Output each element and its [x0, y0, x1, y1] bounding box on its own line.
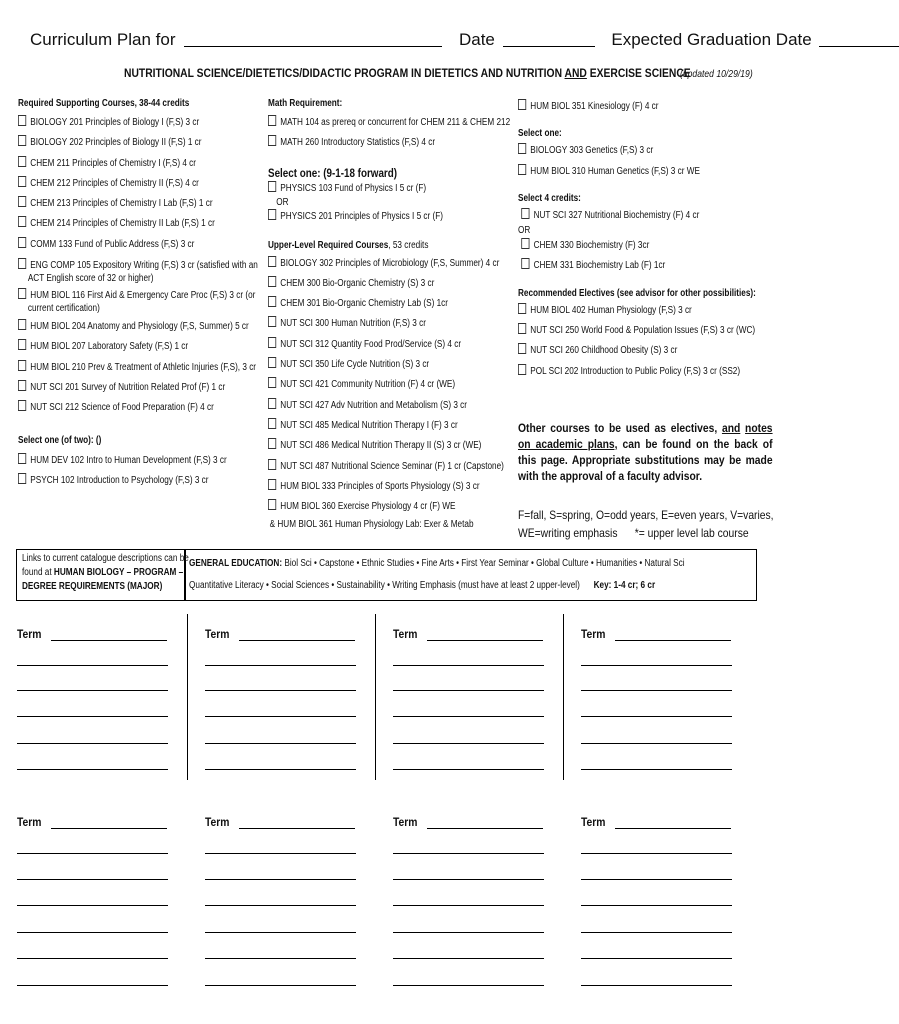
term-label: Term — [393, 627, 418, 641]
checkbox-icon[interactable] — [18, 237, 26, 248]
checkbox-icon[interactable] — [268, 398, 276, 409]
course-entry-line[interactable] — [393, 932, 544, 933]
course-item[interactable]: NUT SCI 427 Adv Nutrition and Metabolism (S) 3 cr — [268, 396, 506, 416]
checkbox-icon[interactable] — [18, 380, 26, 391]
course-entry-line[interactable] — [581, 716, 732, 717]
checkbox-icon[interactable] — [18, 288, 26, 299]
course-entry-line[interactable] — [17, 743, 168, 744]
program-title: NUTRITIONAL SCIENCE/DIETETICS/DIDACTIC PROGRAM IN DIETETICS AND NUTRITION AND EXERCISE SCIENCE — [124, 66, 691, 80]
right-column — [518, 97, 764, 382]
course-item[interactable]: HUM BIOL 210 Prev & Treatment of Athletic Injuries (F,S), 3 cr — [18, 358, 264, 378]
course-entry-line[interactable] — [393, 853, 544, 854]
course-entry-line[interactable] — [17, 853, 168, 854]
left-column — [18, 95, 264, 491]
term-label-underline — [239, 640, 355, 641]
course-entry-line[interactable] — [205, 853, 356, 854]
course-entry-line[interactable] — [17, 932, 168, 933]
term-label-underline — [51, 640, 167, 641]
or-label: OR — [276, 196, 289, 208]
course-item[interactable]: PHYSICS 201 Principles of Physics I 5 cr (F) — [268, 209, 506, 224]
checkbox-icon[interactable] — [18, 156, 26, 167]
term-label-underline — [615, 640, 731, 641]
checkbox-icon[interactable] — [18, 196, 26, 207]
checkbox-icon[interactable] — [18, 216, 26, 227]
course-entry-line[interactable] — [205, 769, 356, 770]
term-label-underline — [427, 640, 543, 641]
name-field[interactable] — [184, 32, 442, 47]
course-item[interactable]: NUT SCI 212 Science of Food Preparation (F) 4 cr — [18, 398, 264, 418]
course-item[interactable]: HUM BIOL 204 Anatomy and Physiology (F,S, Summer) 5 cr — [18, 317, 264, 337]
checkbox-icon[interactable] — [268, 337, 276, 348]
supporting-heading: Required Supporting Courses, 38-44 credits — [18, 98, 190, 109]
course-entry-line[interactable] — [205, 958, 356, 959]
term-label-underline — [239, 828, 355, 829]
credit-key: Key: 1-4 cr; 6 cr — [593, 580, 656, 591]
checkbox-icon[interactable] — [18, 473, 26, 484]
course-item[interactable]: NUT SCI 421 Community Nutrition (F) 4 cr (WE) — [268, 375, 506, 395]
course-entry-line[interactable] — [205, 905, 356, 906]
course-item[interactable]: NUT SCI 485 Medical Nutrition Therapy I (F) 3 cr — [268, 416, 506, 436]
course-entry-line[interactable] — [581, 665, 732, 666]
select-two-heading: Select one (of two): () — [18, 434, 102, 446]
checkbox-icon[interactable] — [518, 164, 526, 175]
course-item[interactable]: CHEM 331 Biochemistry Lab (F) 1cr — [518, 256, 764, 276]
course-entry-line[interactable] — [581, 985, 732, 986]
checkbox-icon[interactable] — [18, 319, 26, 330]
course-item[interactable]: NUT SCI 300 Human Nutrition (F,S) 3 cr — [268, 314, 506, 334]
checkbox-icon[interactable] — [268, 115, 276, 126]
checkbox-icon[interactable] — [268, 135, 276, 146]
course-item[interactable]: POL SCI 202 Introduction to Public Policy (F,S) 3 cr (SS2) — [518, 362, 764, 382]
checkbox-icon[interactable] — [268, 479, 276, 490]
divider — [375, 614, 376, 780]
checkbox-icon[interactable] — [268, 276, 276, 287]
course-entry-line[interactable] — [393, 985, 544, 986]
course-entry-line[interactable] — [581, 879, 732, 880]
course-item[interactable]: BIOLOGY 302 Principles of Microbiology (F,S, Summer) 4 cr — [268, 254, 506, 274]
course-item[interactable]: NUT SCI 250 World Food & Population Issues (F,S) 3 cr (WC) — [518, 321, 764, 341]
catalogue-links[interactable]: Links to current catalogue descriptions can be found at HUMAN BIOLOGY – PROGRAM – DEGREE REQUIREMENTS (MAJOR) — [22, 553, 189, 592]
updated-date: (updated 10/29/19) — [680, 69, 753, 80]
course-entry-line[interactable] — [393, 905, 544, 906]
checkbox-icon[interactable] — [18, 453, 26, 464]
course-item[interactable]: NUT SCI 312 Quantity Food Prod/Service (S) 4 cr — [268, 335, 506, 355]
course-item[interactable]: CHEM 211 Principles of Chemistry I (F,S) 4 cr — [18, 154, 264, 174]
course-item[interactable]: HUM BIOL 310 Human Genetics (F,S) 3 cr WE — [518, 162, 764, 182]
course-entry-line[interactable] — [17, 769, 168, 770]
checkbox-icon[interactable] — [518, 364, 526, 375]
legend: F=fall, S=spring, O=odd years, E=even years, V=varies, WE=writing emphasis *= upper level lab course — [518, 508, 774, 540]
checkbox-icon[interactable] — [521, 238, 529, 249]
course-item[interactable]: CHEM 300 Bio-Organic Chemistry (S) 3 cr — [268, 274, 506, 294]
gen-ed-row1: GENERAL EDUCATION: Biol Sci • Capstone • Ethnic Studies • Fine Arts • First Year Seminar • Global Culture • Humanities • Natural Sci — [189, 558, 685, 569]
course-item[interactable]: NUT SCI 201 Survey of Nutrition Related Prof (F) 1 cr — [18, 378, 264, 398]
course-item[interactable]: CHEM 213 Principles of Chemistry I Lab (F,S) 1 cr — [18, 194, 264, 214]
course-entry-line[interactable] — [17, 879, 168, 880]
course-item[interactable]: HUM BIOL 351 Kinesiology (F) 4 cr — [518, 97, 764, 117]
course-item[interactable]: HUM BIOL 402 Human Physiology (F,S) 3 cr — [518, 301, 764, 321]
course-entry-line[interactable] — [581, 853, 732, 854]
course-item[interactable]: HUM BIOL 207 Laboratory Safety (F,S) 1 cr — [18, 337, 264, 357]
course-item[interactable]: MATH 260 Introductory Statistics (F,S) 4 cr — [268, 133, 506, 153]
course-item[interactable]: PSYCH 102 Introduction to Psychology (F,S) 3 cr — [18, 471, 264, 491]
course-entry-line[interactable] — [393, 958, 544, 959]
course-item[interactable]: PHYSICS 103 Fund of Physics I 5 cr (F) — [268, 181, 506, 196]
course-item[interactable]: NUT SCI 487 Nutritional Science Seminar (F) 1 cr (Capstone) — [268, 457, 506, 477]
checkbox-icon[interactable] — [18, 258, 26, 269]
divider — [563, 614, 564, 780]
course-entry-line[interactable] — [205, 690, 356, 691]
checkbox-icon[interactable] — [521, 258, 529, 269]
term-label-underline — [51, 828, 167, 829]
course-entry-line[interactable] — [17, 690, 168, 691]
divider — [187, 614, 188, 780]
course-entry-line[interactable] — [17, 985, 168, 986]
select-one-heading: Select one: (9-1-18 forward) — [268, 165, 398, 180]
course-item[interactable]: BIOLOGY 303 Genetics (F,S) 3 cr — [518, 141, 764, 161]
course-item[interactable]: NUT SCI 350 Life Cycle Nutrition (S) 3 cr — [268, 355, 506, 375]
term-label: Term — [17, 815, 42, 829]
course-entry-line[interactable] — [205, 932, 356, 933]
course-item[interactable]: CHEM 214 Principles of Chemistry II Lab (F,S) 1 cr — [18, 214, 264, 234]
curriculum-label: Curriculum Plan for — [30, 30, 176, 49]
course-item[interactable]: BIOLOGY 202 Principles of Biology II (F,S) 1 cr — [18, 133, 264, 153]
term-label: Term — [581, 627, 606, 641]
grad-date-field[interactable] — [819, 32, 899, 47]
course-item[interactable]: HUM BIOL 360 Exercise Physiology 4 cr (F) WE — [268, 497, 506, 517]
checkbox-icon[interactable] — [268, 357, 276, 368]
checkbox-icon[interactable] — [268, 459, 276, 470]
checkbox-icon[interactable] — [268, 499, 276, 510]
course-entry-line[interactable] — [17, 665, 168, 666]
checkbox-icon[interactable] — [521, 208, 529, 219]
date-field[interactable] — [503, 32, 595, 47]
electives-heading: Recommended Electives (see advisor for other possibilities): — [518, 287, 756, 299]
course-entry-line[interactable] — [581, 769, 732, 770]
course-entry-line[interactable] — [205, 985, 356, 986]
course-entry-line[interactable] — [393, 743, 544, 744]
select-one-heading: Select one: — [518, 128, 562, 140]
checkbox-icon[interactable] — [518, 323, 526, 334]
gen-ed-row2: Quantitative Literacy • Social Sciences • Sustainability • Writing Emphasis (must have at least 2 upper-level) Key: 1-4 cr; 6 cr — [189, 580, 656, 591]
term-label-underline — [427, 828, 543, 829]
or-label: OR — [518, 225, 531, 237]
checkbox-icon[interactable] — [268, 209, 276, 220]
course-item-cont: & HUM BIOL 361 Human Physiology Lab: Exer & Metab — [269, 519, 474, 531]
course-item[interactable]: MATH 104 as prereq or concurrent for CHEM 211 & CHEM 212 — [268, 113, 506, 133]
term-label: Term — [205, 815, 230, 829]
course-item[interactable]: NUT SCI 260 Childhood Obesity (S) 3 cr — [518, 341, 764, 361]
checkbox-icon[interactable] — [518, 343, 526, 354]
course-entry-line[interactable] — [393, 665, 544, 666]
course-entry-line[interactable] — [393, 716, 544, 717]
course-entry-line[interactable] — [17, 905, 168, 906]
term-label: Term — [205, 627, 230, 641]
course-entry-line[interactable] — [393, 769, 544, 770]
middle-column — [268, 95, 511, 533]
course-item-cont: current certification) — [27, 303, 100, 315]
checkbox-icon[interactable] — [18, 176, 26, 187]
select-four-heading: Select 4 credits: — [518, 192, 581, 204]
term-label: Term — [393, 815, 418, 829]
course-entry-line[interactable] — [393, 690, 544, 691]
course-item[interactable]: HUM BIOL 333 Principles of Sports Physiology (S) 3 cr — [268, 477, 506, 497]
course-entry-line[interactable] — [393, 879, 544, 880]
course-entry-line[interactable] — [581, 743, 732, 744]
course-item[interactable]: ENG COMP 105 Expository Writing (F,S) 3 cr (satisfied with an — [18, 255, 264, 272]
header-line — [30, 30, 899, 50]
course-entry-line[interactable] — [205, 743, 356, 744]
course-item[interactable]: HUM BIOL 116 First Aid & Emergency Care Proc (F,S) 3 cr (or — [18, 285, 264, 302]
course-item[interactable]: NUT SCI 486 Medical Nutrition Therapy II (S) 3 cr (WE) — [268, 436, 506, 456]
course-item[interactable]: NUT SCI 327 Nutritional Biochemistry (F) 4 cr — [518, 206, 764, 226]
electives-note: Other courses to be used as electives, and notes on academic plans, can be found on the back of this page. Appropriate substitutions may be made with the approval of a faculty advisor. — [518, 421, 773, 483]
course-item[interactable]: HUM DEV 102 Intro to Human Development (F,S) 3 cr — [18, 451, 264, 471]
date-label: Date — [458, 30, 495, 49]
checkbox-icon[interactable] — [18, 115, 26, 126]
upper-heading: Upper-Level Required Courses, 53 credits — [268, 239, 429, 251]
grad-label: Expected Graduation Date — [611, 30, 812, 49]
course-entry-line[interactable] — [205, 879, 356, 880]
term-label: Term — [581, 815, 606, 829]
course-entry-line[interactable] — [581, 958, 732, 959]
checkbox-icon[interactable] — [18, 339, 26, 350]
course-entry-line[interactable] — [581, 932, 732, 933]
course-item[interactable]: COMM 133 Fund of Public Address (F,S) 3 cr — [18, 235, 264, 255]
course-item[interactable]: CHEM 301 Bio-Organic Chemistry Lab (S) 1cr — [268, 294, 506, 314]
course-item-cont: ACT English score of 32 or higher) — [27, 273, 154, 285]
checkbox-icon[interactable] — [518, 303, 526, 314]
course-entry-line[interactable] — [17, 716, 168, 717]
checkbox-icon[interactable] — [18, 400, 26, 411]
checkbox-icon[interactable] — [268, 316, 276, 327]
course-item[interactable]: CHEM 212 Principles of Chemistry II (F,S) 4 cr — [18, 174, 264, 194]
term-label: Term — [17, 627, 42, 641]
checkbox-icon[interactable] — [518, 99, 526, 110]
course-item[interactable]: CHEM 330 Biochemistry (F) 3cr — [518, 236, 764, 256]
checkbox-icon[interactable] — [268, 418, 276, 429]
checkbox-icon[interactable] — [268, 377, 276, 388]
course-entry-line[interactable] — [205, 716, 356, 717]
checkbox-icon[interactable] — [18, 135, 26, 146]
checkbox-icon[interactable] — [18, 360, 26, 371]
checkbox-icon[interactable] — [268, 256, 276, 267]
course-item[interactable]: BIOLOGY 201 Principles of Biology I (F,S) 3 cr — [18, 113, 264, 133]
course-entry-line[interactable] — [205, 665, 356, 666]
checkbox-icon[interactable] — [268, 296, 276, 307]
course-entry-line[interactable] — [581, 690, 732, 691]
checkbox-icon[interactable] — [268, 181, 276, 192]
math-heading: Math Requirement: — [268, 98, 343, 109]
checkbox-icon[interactable] — [268, 438, 276, 449]
term-label-underline — [615, 828, 731, 829]
checkbox-icon[interactable] — [518, 143, 526, 154]
course-entry-line[interactable] — [581, 905, 732, 906]
course-entry-line[interactable] — [17, 958, 168, 959]
